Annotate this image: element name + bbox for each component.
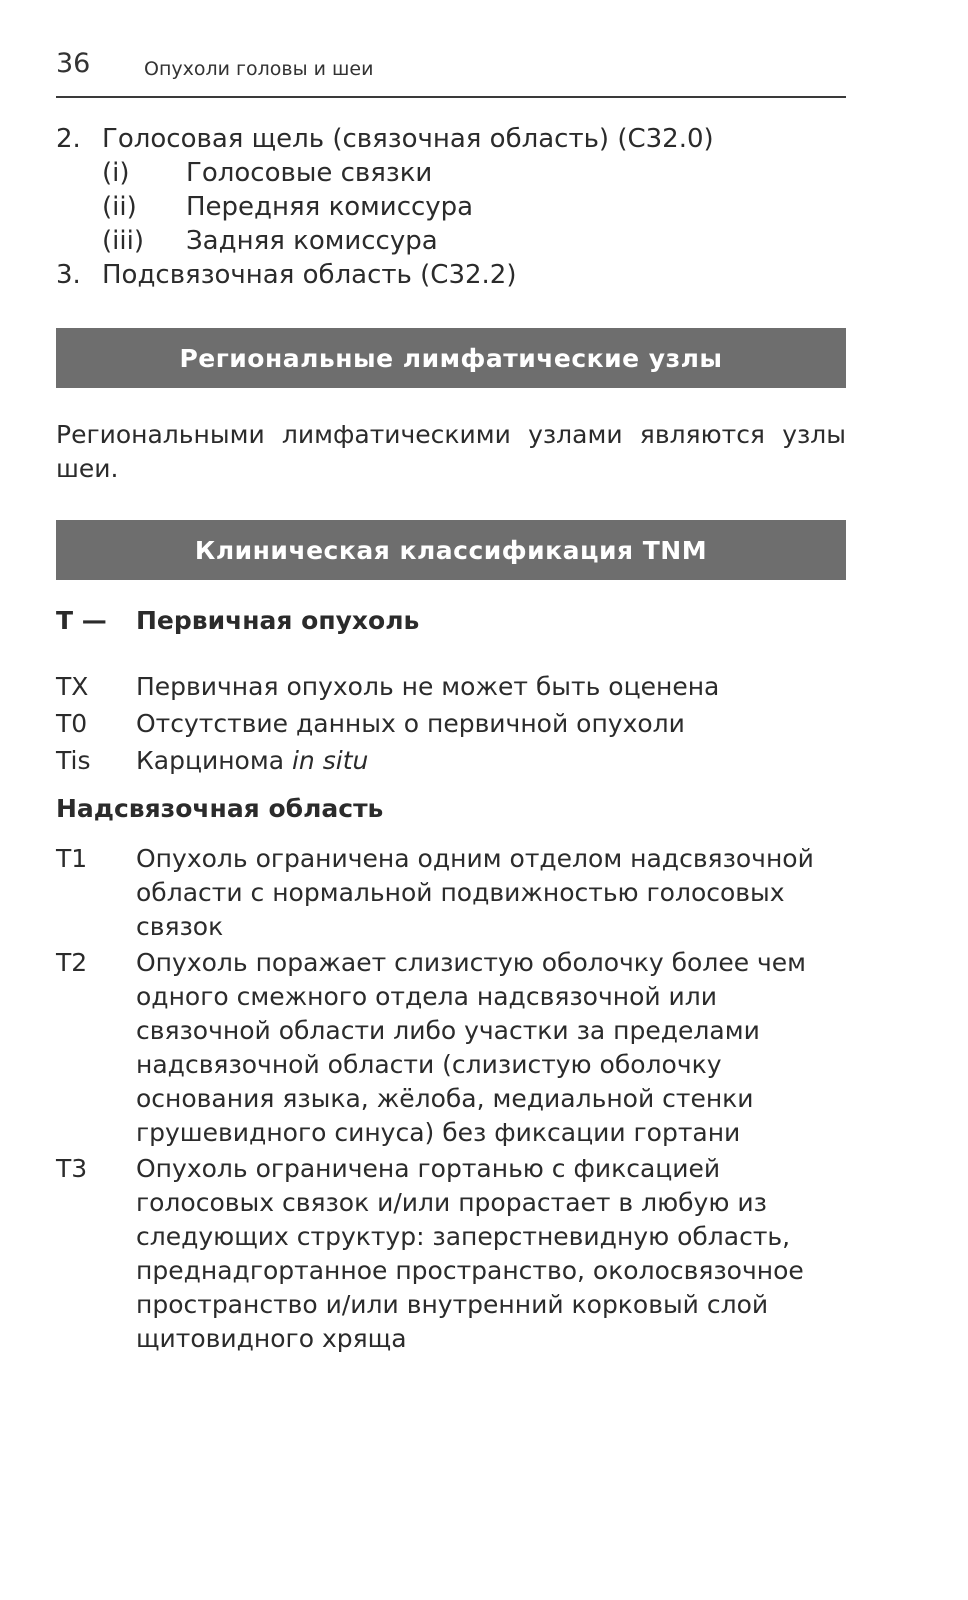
page-number: 36 [56, 48, 91, 79]
definition-row [56, 705, 846, 742]
list-item [56, 224, 846, 258]
definition-text: Опухоль ограничена одним отделом надсвязочной области с нормальной подвижностью голосовых связок [136, 844, 814, 941]
list-item-number: (iii) [102, 226, 144, 256]
list-item [56, 258, 846, 292]
definition-code: T2 [56, 948, 88, 977]
definition-row [56, 668, 846, 705]
running-header [56, 48, 846, 88]
t-general-definitions [56, 668, 846, 779]
definition-code: T1 [56, 844, 88, 873]
supraglottic-definitions [56, 842, 846, 1358]
running-title: Опухоли головы и шеи [144, 58, 374, 80]
definition-row [56, 946, 846, 1150]
header-rule [56, 96, 846, 98]
list-item-number: 2. [56, 124, 81, 154]
definition-code: T3 [56, 1154, 88, 1183]
definition-text: Первичная опухоль не может быть оценена [136, 672, 720, 701]
list-item-text: Подсвязочная область (С32.2) [102, 260, 517, 290]
definition-text: Опухоль поражает слизистую оболочку более чем одного смежного отдела надсвязочной или связочной области либо участки за пределами надсвязочной области (слизистую оболочку основания языка, жёлоба, медиальной стенки грушевидного синуса) без фиксации гортани [136, 948, 807, 1147]
definition-row [56, 842, 846, 944]
definition-code: TX [56, 672, 89, 701]
definition-code: Tis [56, 746, 91, 775]
section-title: Клиническая классификация TNM [194, 535, 708, 565]
definition-text: Отсутствие данных о первичной опухоли [136, 709, 685, 738]
list-item [56, 122, 846, 156]
definition-row [56, 1152, 846, 1356]
t-heading-code: Т — [56, 606, 107, 635]
supraglottic-heading: Надсвязочная область [56, 794, 384, 823]
definition-row [56, 742, 846, 779]
list-item-text: Передняя комиссура [186, 192, 474, 222]
t-heading-title: Первичная опухоль [136, 606, 420, 635]
list-item-text: Голосовая щель (связочная область) (С32.0) [102, 124, 714, 154]
section-title: Региональные лимфатические узлы [179, 343, 723, 373]
list-item-number: 3. [56, 260, 81, 290]
anatomy-list [56, 122, 846, 292]
definition-text-main: Карцинома [136, 746, 292, 775]
list-item [56, 190, 846, 224]
section-bar-regional-lymph-nodes [56, 328, 846, 388]
definition-text [136, 742, 846, 779]
definition-text: Опухоль ограничена гортанью с фиксацией голосовых связок и/или прорастает в любую из следующих структур: заперстневидную область, преднадгортанное пространство, околосвязочное пространство и/или внутренний корковый слой щитовидного хряща [136, 1154, 804, 1353]
section-bar-tnm [56, 520, 846, 580]
list-item-text: Голосовые связки [186, 158, 433, 188]
list-item-number: (ii) [102, 192, 137, 222]
regional-lymph-nodes-text: Региональными лимфатическими узлами являются узлы шеи. [56, 420, 846, 483]
definition-code: T0 [56, 709, 88, 738]
list-item-text: Задняя комиссура [186, 226, 438, 256]
definition-text-italic: in situ [291, 746, 369, 775]
list-item-number: (i) [102, 158, 130, 188]
list-item [56, 156, 846, 190]
